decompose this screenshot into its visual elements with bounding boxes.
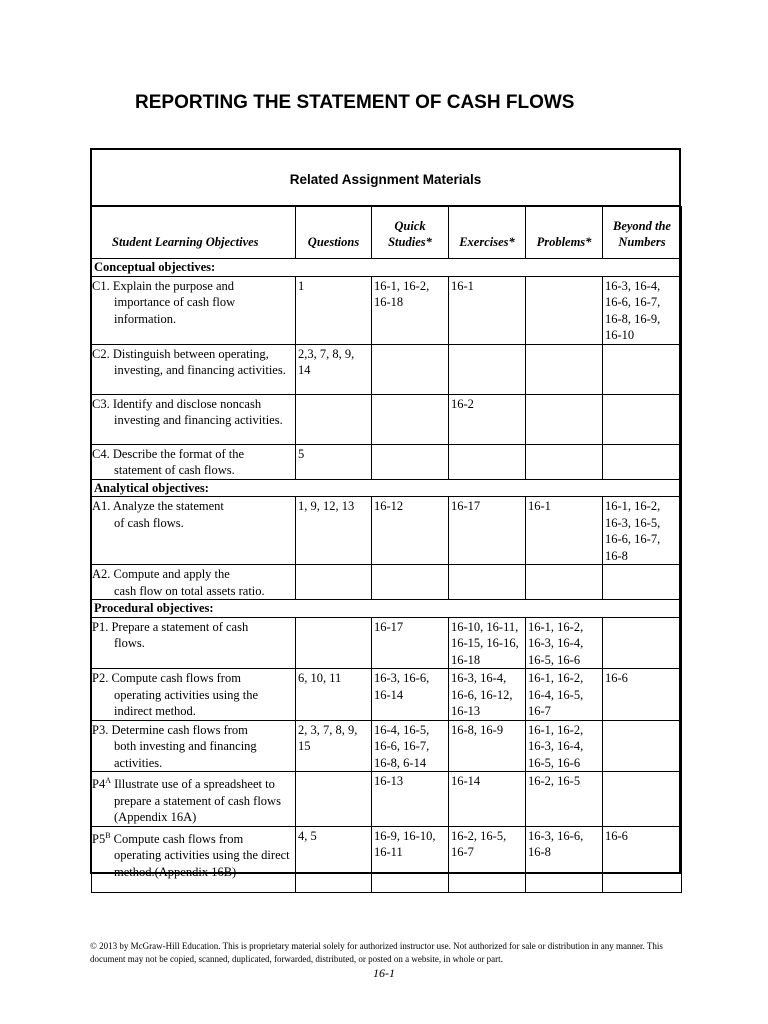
objective-cell <box>92 276 296 344</box>
beyond-numbers-cell <box>603 565 682 600</box>
objective-code: P5 <box>92 831 106 846</box>
objective-cell <box>92 772 296 827</box>
quick-studies-cell: 16-13 <box>372 772 449 827</box>
questions-cell: 6, 10, 11 <box>296 669 372 721</box>
problems-cell: 16-1, 16-2, 16-3, 16-4, 16-5, 16-6 <box>526 720 603 772</box>
objective-code: P2. <box>92 671 109 685</box>
objective-continuation: both investing and financing activities. <box>114 739 257 770</box>
questions-cell <box>296 565 372 600</box>
header-exercises: Exercises* <box>449 207 526 259</box>
beyond-numbers-cell <box>603 772 682 827</box>
objective-continuation: investing, and financing activities. <box>114 363 286 377</box>
problems-cell: 16-3, 16-6, 16-8 <box>526 826 603 892</box>
objective-text: Explain the purpose and <box>112 278 234 293</box>
objective-code: P4 <box>92 777 106 792</box>
beyond-numbers-cell <box>603 344 682 394</box>
objective-continuation: statement of cash flows. <box>114 463 235 477</box>
objective-cell <box>92 826 296 892</box>
objective-text: Analyze the statement <box>112 499 224 513</box>
objective-first-line <box>92 396 293 413</box>
exercises-cell: 16-1 <box>449 276 526 344</box>
section-heading: Conceptual objectives: <box>92 259 682 277</box>
problems-cell <box>526 276 603 344</box>
table-row <box>92 394 682 444</box>
header-quick-studies: Quick Studies* <box>372 207 449 259</box>
objective-appendix-marker: B <box>105 830 111 840</box>
objective-continuation: operating activities using the indirect method. <box>114 687 259 718</box>
beyond-numbers-cell <box>603 720 682 772</box>
header-problems: Problems* <box>526 207 603 259</box>
exercises-cell <box>449 565 526 600</box>
beyond-numbers-cell: 16-6 <box>603 826 682 892</box>
quick-studies-cell: 16-9, 16-10, 16-11 <box>372 826 449 892</box>
objective-text: Prepare a statement of cash <box>111 619 249 634</box>
exercises-cell: 16-8, 16-9 <box>449 720 526 772</box>
header-beyond-the-numbers: Beyond the Numbers <box>603 207 682 259</box>
problems-cell: 16-1, 16-2, 16-3, 16-4, 16-5, 16-6 <box>526 617 603 669</box>
objective-first-line <box>92 828 293 848</box>
objective-code: P3. <box>92 722 109 737</box>
beyond-numbers-cell: 16-3, 16-4, 16-6, 16-7, 16-8, 16-9, 16-10 <box>603 276 682 344</box>
table-row <box>92 497 682 565</box>
objective-continuation: importance of cash flow information. <box>114 295 236 326</box>
beyond-numbers-cell: 16-1, 16-2, 16-3, 16-5, 16-6, 16-7, 16-8 <box>603 497 682 565</box>
objective-continuation: prepare a statement of cash flows (Appendix 16A) <box>114 793 281 825</box>
table-row <box>92 617 682 669</box>
exercises-cell <box>449 344 526 394</box>
section-row <box>92 479 682 497</box>
objective-cell <box>92 669 296 721</box>
quick-studies-cell <box>372 394 449 444</box>
section-row <box>92 259 682 277</box>
objective-continuation: investing and financing activities. <box>114 413 283 427</box>
objective-text: Compute and apply the <box>113 567 230 581</box>
problems-cell <box>526 444 603 479</box>
table-row <box>92 565 682 600</box>
header-slo: Student Learning Objectives <box>92 207 296 259</box>
objective-cell <box>92 617 296 669</box>
objective-first-line <box>92 670 293 687</box>
objective-cell <box>92 444 296 479</box>
header-row <box>92 207 682 259</box>
objective-continuation: cash flow on total assets ratio. <box>114 583 265 598</box>
table-row <box>92 444 682 479</box>
questions-cell: 2, 3, 7, 8, 9, 15 <box>296 720 372 772</box>
objective-text: Identify and disclose noncash <box>112 396 262 411</box>
objective-text: Compute cash flows from <box>113 831 244 846</box>
problems-cell: 16-1, 16-2, 16-4, 16-5, 16-7 <box>526 669 603 721</box>
exercises-cell: 16-3, 16-4, 16-6, 16-12, 16-13 <box>449 669 526 721</box>
quick-studies-cell: 16-3, 16-6, 16-14 <box>372 669 449 721</box>
quick-studies-cell: 16-1, 16-2, 16-18 <box>372 276 449 344</box>
objective-cell <box>92 565 296 600</box>
objective-code: C4. <box>92 446 110 461</box>
problems-cell <box>526 394 603 444</box>
objective-text: Compute cash flows from <box>111 671 241 685</box>
exercises-cell: 16-17 <box>449 497 526 565</box>
quick-studies-cell: 16-4, 16-5, 16-6, 16-7, 16-8, 6-14 <box>372 720 449 772</box>
objective-code: C1. <box>92 278 110 293</box>
table-row <box>92 344 682 394</box>
objective-continuation: of cash flows. <box>114 515 184 530</box>
section-heading: Procedural objectives: <box>92 600 682 618</box>
exercises-cell: 16-2, 16-5, 16-7 <box>449 826 526 892</box>
page-number: 16-1 <box>373 966 395 980</box>
section-heading: Analytical objectives: <box>92 479 682 497</box>
objective-text: Determine cash flows from <box>111 722 248 737</box>
objective-first-line <box>92 566 293 583</box>
exercises-cell: 16-10, 16-11, 16-15, 16-16, 16-18 <box>449 617 526 669</box>
beyond-numbers-cell <box>603 617 682 669</box>
objective-first-line <box>92 446 293 463</box>
questions-cell: 4, 5 <box>296 826 372 892</box>
objective-cell <box>92 344 296 394</box>
copyright-footer: © 2013 by McGraw-Hill Education. This is proprietary material solely for authorized instructor use. Not authorized for sale or distribution in any manner. This document may not be copied, scanned, duplicated, forwarded, distributed, or posted on a website, in whole or part. <box>90 941 663 964</box>
objective-appendix-marker: A <box>105 776 111 785</box>
quick-studies-cell <box>372 344 449 394</box>
objective-continuation: operating activities using the direct method.(Appendix 16B) <box>114 848 290 879</box>
questions-cell: 5 <box>296 444 372 479</box>
objective-first-line <box>92 619 293 636</box>
objective-first-line <box>92 278 293 295</box>
questions-cell <box>296 617 372 669</box>
quick-studies-cell: 16-17 <box>372 617 449 669</box>
table-row <box>92 826 682 892</box>
quick-studies-cell: 16-12 <box>372 497 449 565</box>
objective-code: A2. <box>92 567 111 581</box>
questions-cell <box>296 772 372 827</box>
quick-studies-cell <box>372 444 449 479</box>
objective-code: A1. <box>92 499 111 513</box>
problems-cell <box>526 344 603 394</box>
problems-cell: 16-2, 16-5 <box>526 772 603 827</box>
problems-cell <box>526 565 603 600</box>
problems-cell: 16-1 <box>526 497 603 565</box>
objective-cell <box>92 720 296 772</box>
beyond-numbers-cell <box>603 444 682 479</box>
objective-text: Distinguish between operating, <box>112 346 269 361</box>
objective-first-line <box>92 346 293 363</box>
objective-first-line <box>92 773 293 793</box>
objectives-table <box>91 206 682 893</box>
exercises-cell: 16-14 <box>449 772 526 827</box>
table-row <box>92 669 682 721</box>
objective-code: C2. <box>92 346 110 361</box>
exercises-cell <box>449 444 526 479</box>
objective-code: P1. <box>92 619 109 634</box>
table-caption: Related Assignment Materials <box>92 150 679 206</box>
objective-first-line <box>92 722 293 739</box>
questions-cell: 1, 9, 12, 13 <box>296 497 372 565</box>
table-row <box>92 772 682 827</box>
exercises-cell: 16-2 <box>449 394 526 444</box>
objective-cell <box>92 394 296 444</box>
quick-studies-cell <box>372 565 449 600</box>
objective-text: Describe the format of the <box>112 446 245 461</box>
questions-cell <box>296 394 372 444</box>
questions-cell: 2,3, 7, 8, 9, 14 <box>296 344 372 394</box>
page-title: REPORTING THE STATEMENT OF CASH FLOWS <box>135 92 575 113</box>
section-row <box>92 600 682 618</box>
table-row <box>92 276 682 344</box>
assignment-materials-table <box>90 148 681 879</box>
header-questions: Questions <box>296 207 372 259</box>
beyond-numbers-cell: 16-6 <box>603 669 682 721</box>
objective-code: C3. <box>92 396 110 411</box>
beyond-numbers-cell <box>603 394 682 444</box>
objective-cell <box>92 497 296 565</box>
objective-text: Illustrate use of a spreadsheet to <box>114 777 275 792</box>
objective-first-line <box>92 498 293 515</box>
objective-continuation: flows. <box>114 636 145 650</box>
table-row <box>92 720 682 772</box>
questions-cell: 1 <box>296 276 372 344</box>
